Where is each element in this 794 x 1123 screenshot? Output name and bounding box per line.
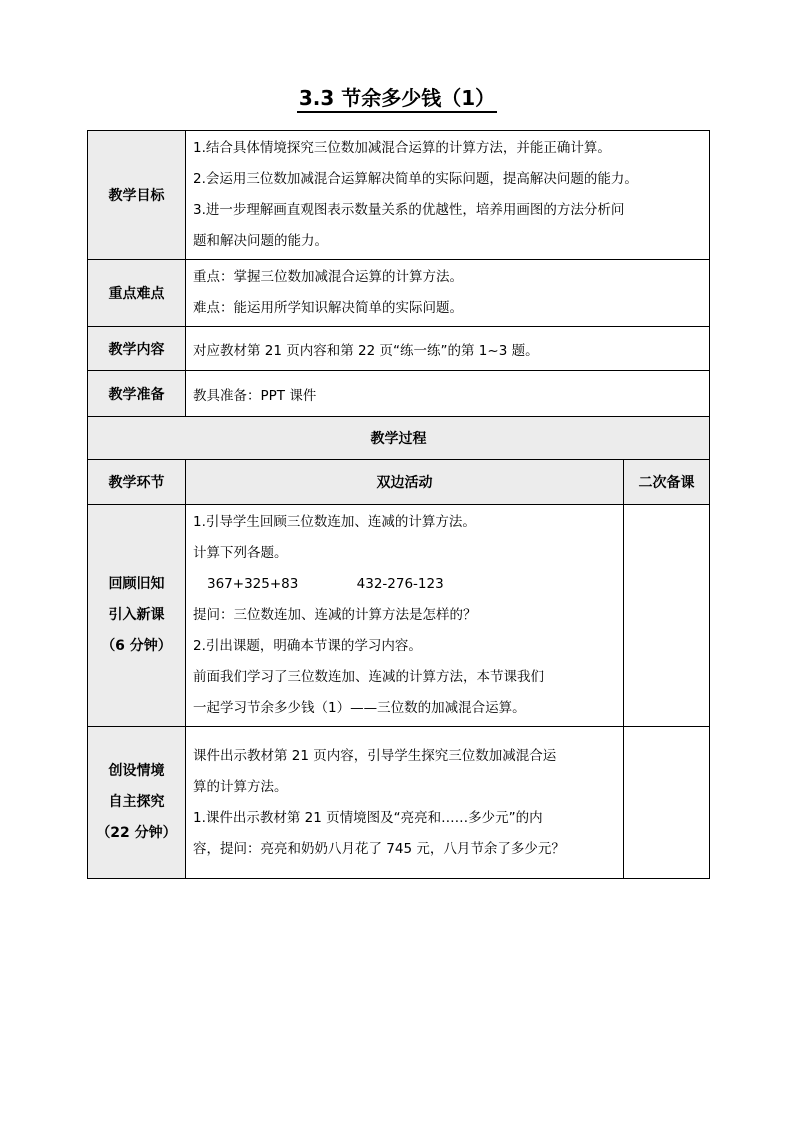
key-point-line: 重点：掌握三位数加减混合运算的计算方法。 [193, 269, 463, 285]
stage-activity-review [186, 505, 624, 727]
exercise-expression: 432-276-123 [356, 576, 444, 592]
notes-cell-explore [624, 727, 710, 879]
activity-line: 1.引导学生回顾三位数连加、连减的计算方法。 [193, 514, 476, 530]
content-text: 对应教材第 21 页内容和第 22 页“练一练”的第 1~3 题。 [186, 327, 710, 371]
stage-label-line: 创设情境 [108, 763, 165, 779]
objectives-row [88, 131, 710, 260]
objective-line: 1.结合具体情境探究三位数加减混合运算的计算方法，并能正确计算。 [193, 140, 611, 156]
activity-line: 容，提问：亮亮和奶奶八月花了 745 元，八月节余了多少元？ [193, 840, 565, 857]
activity-line: 前面我们学习了三位数连加、连减的计算方法，本节课我们 [193, 669, 544, 685]
stage-time: （6 分钟） [101, 638, 172, 654]
stage-activity-explore [186, 727, 624, 879]
process-header: 教学过程 [88, 417, 710, 460]
objective-line: 2.会运用三位数加减混合运算解决简单的实际问题，提高解决问题的能力。 [193, 171, 638, 187]
document-title [0, 82, 794, 111]
objectives-label: 教学目标 [88, 131, 186, 260]
objective-line: 3.进一步理解画直观图表示数量关系的优越性，培养用画图的方法分析问 [193, 202, 625, 218]
stage-label-review [88, 505, 186, 727]
title-text: 3.3 节余多少钱（1） [297, 86, 497, 113]
stage-label-explore [88, 727, 186, 879]
objectives-content [186, 131, 710, 260]
key-points-label: 重点难点 [88, 260, 186, 327]
activity-line: 一起学习节余多少钱（1）——三位数的加减混合运算。 [193, 700, 526, 716]
objective-line: 题和解决问题的能力。 [193, 233, 328, 249]
lesson-plan-table [87, 130, 710, 879]
column-header-notes: 二次备课 [624, 460, 710, 505]
activity-line: 1.课件出示教材第 21 页情境图及“亮亮和……多少元”的内 [193, 809, 543, 826]
stage-time: （22 分钟） [96, 825, 177, 841]
preparation-label: 教学准备 [88, 371, 186, 417]
key-points-content [186, 260, 710, 327]
exercise-expression: 367+325+83 [207, 576, 299, 592]
stage-label-line: 自主探究 [108, 794, 165, 810]
content-label: 教学内容 [88, 327, 186, 371]
preparation-row [88, 371, 710, 417]
content-row [88, 327, 710, 371]
stage-row-review [88, 505, 710, 727]
key-point-line: 难点：能运用所学知识解决简单的实际问题。 [193, 300, 463, 316]
stage-row-explore [88, 727, 710, 879]
activity-line: 提问：三位数连加、连减的计算方法是怎样的？ [193, 607, 477, 623]
notes-cell-review [624, 505, 710, 727]
activity-line: 2.引出课题，明确本节课的学习内容。 [193, 638, 422, 654]
calculation-exercises [193, 569, 618, 600]
activity-line: 计算下列各题。 [193, 545, 288, 561]
process-header-row [88, 417, 710, 460]
activity-line: 算的计算方法。 [193, 778, 288, 795]
preparation-text: 教具准备：PPT 课件 [186, 371, 710, 417]
column-header-activity: 双边活动 [186, 460, 624, 505]
activity-line: 课件出示教材第 21 页内容，引导学生探究三位数加减混合运 [193, 747, 557, 764]
stage-label-line: 回顾旧知 [108, 576, 165, 592]
stage-label-line: 引入新课 [108, 607, 165, 623]
column-header-row [88, 460, 710, 505]
key-points-row [88, 260, 710, 327]
column-header-stage: 教学环节 [88, 460, 186, 505]
